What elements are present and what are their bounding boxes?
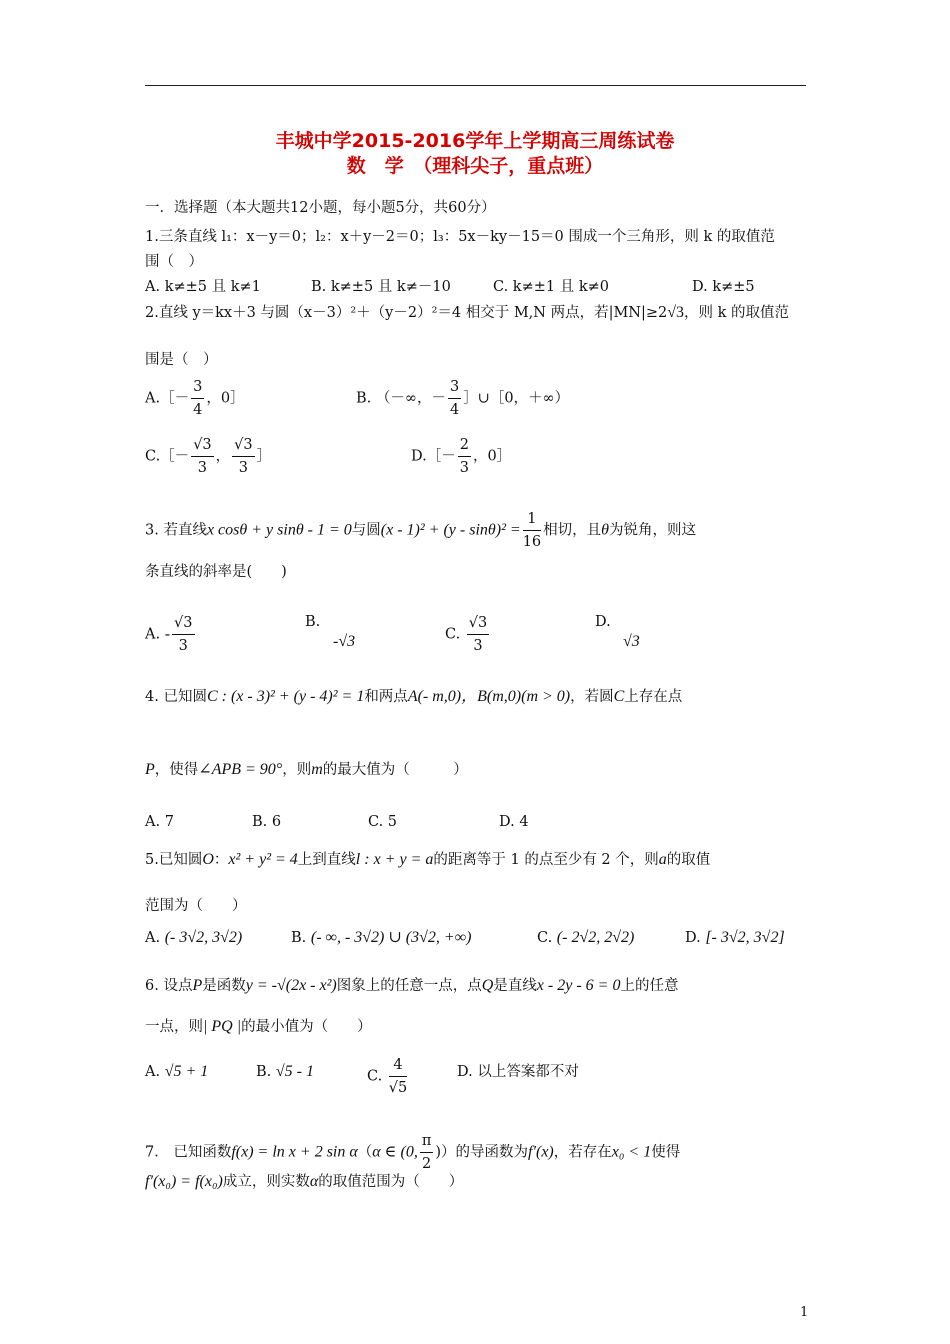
q2-option-a: A.［－ $\frac{3}{4}$ ，0］ (145, 376, 245, 421)
q6-option-d: D. 以上答案都不对 (457, 1064, 579, 1080)
q2-option-b: B. （－∞，－ $\frac{3}{4}$ ］∪［0，＋∞） (356, 376, 569, 421)
q1-option-d: D. k≠±5 (692, 279, 755, 295)
q7-stem: 7． 已知函数f(x) = ln x + 2 sin α（α ∈ (0, $\frac{\pi}{2}$ )）的导函数为f′(x)，若存在x₀ < 1使得 (145, 1130, 680, 1175)
fraction: $\frac{1}{16}$ (523, 508, 541, 553)
q5-option-c: C. (- 2√2, 2√2) (537, 929, 635, 946)
page-subtitle: 数 学 （理科尖子，重点班） (346, 155, 604, 177)
header-rule (145, 85, 806, 86)
q7-stem-cont: f′(x₀) = f(x₀)成立，则实数α的取值范围为（ ） (145, 1173, 464, 1190)
fraction: $\frac{3}{4}$ (191, 376, 204, 421)
fraction: $\frac{2}{3}$ (458, 434, 471, 479)
q4-option-b: B. 6 (252, 814, 282, 830)
q5-option-b: B. (- ∞, - 3√2) ∪ (3√2, +∞) (291, 929, 472, 946)
q4-option-a: A. 7 (145, 814, 174, 830)
q6-option-a: A. √5 + 1 (145, 1063, 209, 1080)
fraction: $\frac{3}{4}$ (448, 376, 461, 421)
q3-stem: 3. 若直线x cosθ + y sinθ - 1 = 0与圆(x - 1)² + (y - sinθ)² = $\frac{1}{16}$ 相切，且θ为锐角，则这 (145, 508, 696, 553)
q3-option-b: B. -√3 (305, 614, 356, 650)
q1-option-b: B. k≠±5 且 k≠－10 (311, 279, 451, 295)
q5-option-a: A. (- 3√2, 3√2) (145, 929, 243, 946)
q1-stem: 1.三条直线 l₁：x－y＝0；l₂：x＋y－2＝0；l₃：5x－ky－15＝0 围成一个三角形，则 k 的取值范 (145, 229, 775, 245)
q2-stem-cont: 围是（ ） (145, 352, 218, 368)
q4-stem-cont: P，使得∠APB = 90°，则m的最大值为（ ） (145, 761, 468, 778)
q3-option-c: C. $\frac{√3}{3}$ (445, 612, 491, 657)
fraction: $\frac{4}{√5}$ (389, 1054, 407, 1099)
q1-option-c: C. k≠±1 且 k≠0 (493, 279, 609, 295)
q2-option-d: D.［－ $\frac{2}{3}$ ，0］ (411, 434, 511, 479)
q5-option-d: D. [- 3√2, 3√2] (685, 929, 785, 946)
fraction: $\frac{√3}{3}$ (467, 612, 489, 657)
q3-option-a: A. - $\frac{√3}{3}$ (145, 612, 197, 657)
q3-option-d: D. √3 (595, 614, 640, 650)
q2-option-c: C.［－ $\frac{√3}{3}$ ， $\frac{√3}{3}$ ］ (145, 434, 271, 479)
fraction: $\frac{√3}{3}$ (172, 612, 194, 657)
page-number: 1 (800, 1305, 809, 1320)
fraction: $\frac{\pi}{2}$ (420, 1130, 434, 1175)
q6-stem: 6. 设点P是函数y = -√(2x - x²)图象上的任意一点，点Q是直线x - 2y - 6 = 0上的任意 (145, 977, 679, 994)
q1-stem-cont: 围（ ） (145, 254, 203, 270)
q6-stem-cont: 一点，则| PQ |的最小值为（ ） (145, 1018, 372, 1035)
q6-option-b: B. √5 - 1 (256, 1063, 314, 1080)
q4-stem: 4. 已知圆C : (x - 3)² + (y - 4)² = 1和两点A(- m,0)，B(m,0)(m > 0)，若圆C上存在点 (145, 688, 683, 705)
q3-stem-cont: 条直线的斜率是( ) (145, 564, 287, 580)
q4-option-c: C. 5 (368, 814, 398, 830)
q4-option-d: D. 4 (499, 814, 529, 830)
q5-stem-cont: 范围为（ ） (145, 898, 247, 914)
q2-stem-text: 2.直线 y＝kx＋3 与圆（x－3）²＋（y－2）²＝4 相交于 M,N 两点，若|MN|≥2 (145, 305, 668, 321)
q2-stem-tail: ，则 k 的取值范 (684, 305, 790, 321)
fraction: $\frac{√3}{3}$ (191, 434, 213, 479)
q6-option-c: C. $\frac{4}{√5}$ (367, 1054, 409, 1099)
section-heading: 一．选择题（本大题共12小题，每小题5分，共60分） (145, 200, 496, 216)
q2-sqrt3: √3 (667, 304, 685, 321)
q1-option-a: A. k≠±5 且 k≠1 (145, 279, 261, 295)
q5-stem: 5.已知圆O：x² + y² = 4上到直线l : x + y = a的距离等于 1 的点至少有 2 个，则a的取值 (145, 851, 711, 868)
fraction: $\frac{√3}{3}$ (232, 434, 254, 479)
q2-stem (145, 303, 789, 323)
page-title: 丰城中学2015-2016学年上学期高三周练试卷 (275, 130, 675, 152)
